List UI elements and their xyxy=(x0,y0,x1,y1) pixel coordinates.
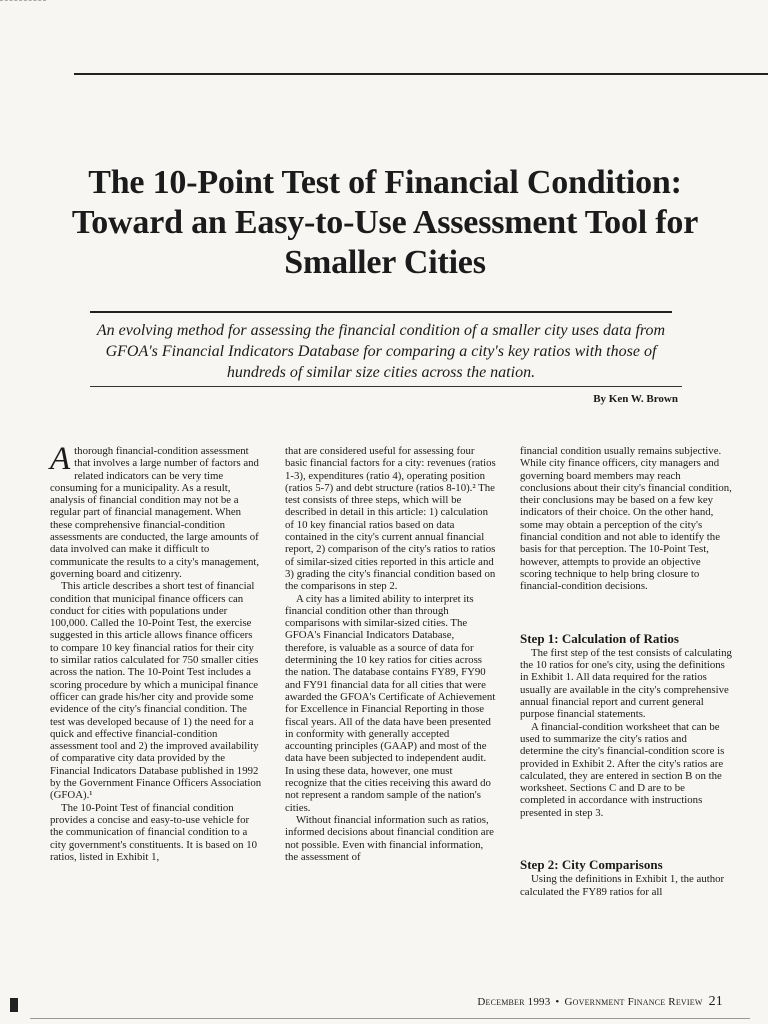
column-1 xyxy=(50,441,262,863)
scan-edge-mark xyxy=(0,0,46,1)
article-deck: An evolving method for assessing the financial condition of a smaller city uses data from GFOA's Financial Indicators Database for comparing a city's key ratios with those of hundreds of similar size cities across the nation. xyxy=(96,322,666,381)
paragraph: The 10-Point Test of financial condition provides a concise and easy-to-use vehicle for the communication of financial condition to a city government's constituents. It is based on 10 ratios, listed in Exhibit 1, xyxy=(50,801,258,863)
header-rule xyxy=(74,73,768,75)
paragraph: financial condition usually remains subjective. While city finance officers, city managers and governing board members may reach conclusions about their city's financial condition, their conclusions may be based on a few key indicators of their choice. On the other hand, some may obtain a perception of the city's financial condition and not able to identify the basis for that perception. The 10-Point Test, however, attempts to provide an objective scoring technique to help bring closure to financial-condition decisions. xyxy=(520,445,732,593)
column-3 xyxy=(520,445,732,898)
drop-cap: A xyxy=(50,441,71,477)
paragraph-text: thorough financial-condition assessment that involves a large number of factors and related indicators can be very time consuming for a municipality. As a result, analysis of financial condition may not be a regular part of financial management. When these comprehensive financial-condition assessments are conducted, the large amounts of data involved can make it difficult to communicate the results to a city's management, governing board and citizenry. xyxy=(50,445,260,580)
section-heading-step-2: Step 2: City Comparisons xyxy=(520,857,663,873)
title-rule xyxy=(90,311,672,313)
paragraph: A city has a limited ability to interpret its financial condition other than through comparisons with similar-sized cities. The GFOA's Financial Indicators Database, therefore, is valuable as a source of data for determining the 10 key ratios for cities across the nation. The database contains FY89, FY90 and FY91 financial data for all cities that were awarded the GFOA's Certificate of Achievement for Excellence in Financial Reporting in those fiscal years. All of the data have been presented in conformity with generally accepted accounting principles (GAAP) and most of the data have been subjected to independent audit. In using these data, however, one must recognize that the cities receiving this award do not represent a random sample of the nation's cities. xyxy=(285,592,496,814)
paragraph: Using the definitions in Exhibit 1, the author calculated the FY89 ratios for all xyxy=(520,873,725,898)
journal-name: Government Finance Review xyxy=(564,996,703,1008)
paragraph: The first step of the test consists of calculating the 10 ratios for one's city, using the definitions in Exhibit 1. All data required for the ratios usually are available in the city's comprehensive annual financial report and current general purpose financial statements. xyxy=(520,646,732,721)
page-number: 21 xyxy=(708,994,723,1009)
paragraph: A financial-condition worksheet that can be used to summarize the city's ratios and determine the city's financial-condition score is provided in Exhibit 2. After the city's ratios are calculated, they are entered in section B on the worksheet. Sections C and D are to be completed in accordance with instructions presented in step 3. xyxy=(520,720,725,819)
paragraph: that are considered useful for assessing four basic financial factors for a city: revenues (ratios 1-3), expenditures (ratio 4), operating position (ratios 5-7) and debt structure (ratios 8-10).² The test consists of three steps, which will be described in detail in this article: 1) calculation of 10 key financial ratios based on data contained in the city's current annual financial report, 2) comparison of the city's ratios to ratios of similar-sized cities reported in this article and 3) grading the city's financial condition based on the comparisons in step 2. xyxy=(285,445,496,593)
issue-date: December 1993 xyxy=(477,996,551,1008)
byline: By Ken W. Brown xyxy=(593,393,678,405)
section-heading-step-1: Step 1: Calculation of Ratios xyxy=(520,630,679,646)
deck-rule xyxy=(90,386,682,387)
page-footer xyxy=(477,994,723,1010)
paragraph: This article describes a short test of financial condition that municipal finance officers can conduct for cities with populations under 100,000. Called the 10-Point Test, the exercise suggested in this article allows finance officers to compare 10 key financial ratios for their city to similar ratios calculated for 750 smaller cities across the nation. The 10-Point Test includes a scoring procedure by which a municipal finance officer can grade his/her city and provide some evidence of the city's financial condition. The test was developed because of 1) the need for a quick and effective financial-condition assessment tool and 2) the improved availability of comparative city data provided by the Financial Indicators Database published in 1992 by the Government Finance Officers Association (GFOA).¹ xyxy=(50,580,262,802)
bottom-rule xyxy=(30,1018,750,1019)
paragraph xyxy=(50,441,262,580)
footer-bullet: • xyxy=(555,996,560,1008)
article-title: The 10-Point Test of Financial Condition: Toward an Easy-to-Use Assessment Tool for Smaller Cities xyxy=(71,164,699,281)
paragraph: Without financial information such as ratios, informed decisions about financial condition are not possible. Even with financial information, the assessment of xyxy=(285,813,494,863)
margin-mark xyxy=(10,998,18,1012)
column-2 xyxy=(285,445,497,863)
